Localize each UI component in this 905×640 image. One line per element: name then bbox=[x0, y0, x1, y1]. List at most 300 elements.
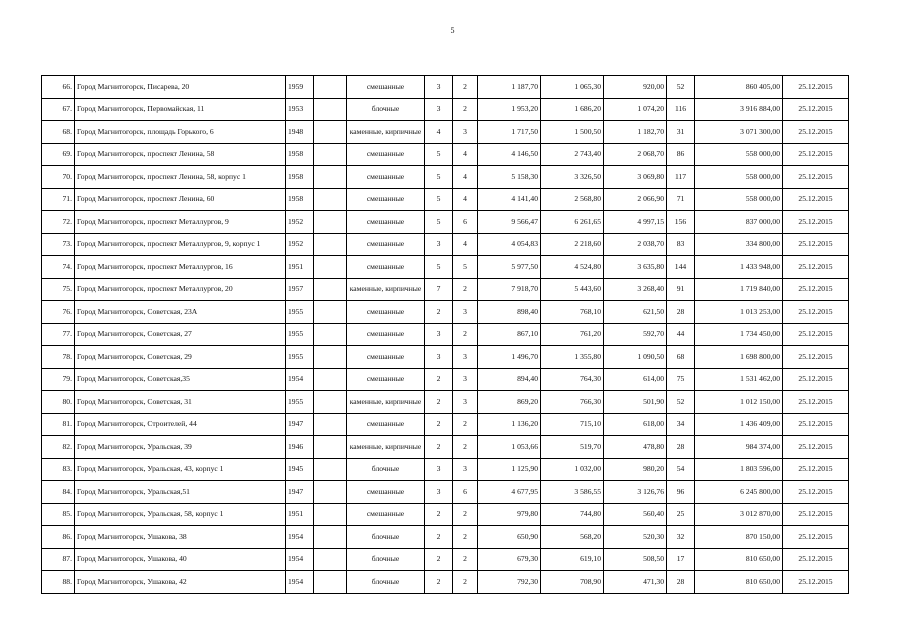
row-number: 83. bbox=[42, 458, 75, 481]
wall-material-cell: блочные bbox=[347, 458, 425, 481]
cost-cell: 1 803 596,00 bbox=[695, 458, 783, 481]
living-area-cell: 2 218,60 bbox=[541, 233, 604, 256]
blank-cell bbox=[314, 98, 347, 121]
blank-cell bbox=[314, 503, 347, 526]
floors-cell: 3 bbox=[425, 98, 453, 121]
living-area-cell: 766,30 bbox=[541, 391, 604, 414]
year-cell: 1947 bbox=[286, 413, 314, 436]
entrances-cell: 2 bbox=[453, 98, 478, 121]
blank-cell bbox=[314, 571, 347, 594]
date-cell: 25.12.2015 bbox=[783, 256, 849, 279]
row-number: 87. bbox=[42, 548, 75, 571]
floors-cell: 4 bbox=[425, 121, 453, 144]
residents-cell: 96 bbox=[667, 481, 695, 504]
residents-cell: 17 bbox=[667, 548, 695, 571]
floors-cell: 7 bbox=[425, 278, 453, 301]
year-cell: 1959 bbox=[286, 76, 314, 99]
wall-material-cell: блочные bbox=[347, 526, 425, 549]
area-cell: 1 090,50 bbox=[604, 346, 667, 369]
table-row bbox=[42, 571, 849, 594]
area-cell: 3 268,40 bbox=[604, 278, 667, 301]
row-number: 73. bbox=[42, 233, 75, 256]
living-area-cell: 708,90 bbox=[541, 571, 604, 594]
year-cell: 1946 bbox=[286, 436, 314, 459]
floors-cell: 3 bbox=[425, 346, 453, 369]
cost-cell: 810 650,00 bbox=[695, 548, 783, 571]
floors-cell: 3 bbox=[425, 323, 453, 346]
year-cell: 1948 bbox=[286, 121, 314, 144]
entrances-cell: 6 bbox=[453, 211, 478, 234]
wall-material-cell: смешанные bbox=[347, 143, 425, 166]
table-row bbox=[42, 481, 849, 504]
address-cell: Город Магнитогорск, Ушакова, 38 bbox=[75, 526, 286, 549]
year-cell: 1955 bbox=[286, 346, 314, 369]
total-area-cell: 979,80 bbox=[478, 503, 541, 526]
entrances-cell: 3 bbox=[453, 368, 478, 391]
date-cell: 25.12.2015 bbox=[783, 548, 849, 571]
living-area-cell: 744,80 bbox=[541, 503, 604, 526]
area-cell: 2 066,90 bbox=[604, 188, 667, 211]
cost-cell: 1 012 150,00 bbox=[695, 391, 783, 414]
blank-cell bbox=[314, 256, 347, 279]
date-cell: 25.12.2015 bbox=[783, 143, 849, 166]
row-number: 76. bbox=[42, 301, 75, 324]
date-cell: 25.12.2015 bbox=[783, 391, 849, 414]
entrances-cell: 3 bbox=[453, 301, 478, 324]
living-area-cell: 2 743,40 bbox=[541, 143, 604, 166]
cost-cell: 984 374,00 bbox=[695, 436, 783, 459]
entrances-cell: 4 bbox=[453, 188, 478, 211]
blank-cell bbox=[314, 76, 347, 99]
row-number: 68. bbox=[42, 121, 75, 144]
year-cell: 1953 bbox=[286, 98, 314, 121]
wall-material-cell: смешанные bbox=[347, 211, 425, 234]
year-cell: 1958 bbox=[286, 166, 314, 189]
entrances-cell: 3 bbox=[453, 391, 478, 414]
total-area-cell: 1 953,20 bbox=[478, 98, 541, 121]
blank-cell bbox=[314, 368, 347, 391]
area-cell: 471,30 bbox=[604, 571, 667, 594]
year-cell: 1955 bbox=[286, 301, 314, 324]
address-cell: Город Магнитогорск, проспект Ленина, 58 bbox=[75, 143, 286, 166]
total-area-cell: 4 677,95 bbox=[478, 481, 541, 504]
date-cell: 25.12.2015 bbox=[783, 121, 849, 144]
table-row bbox=[42, 233, 849, 256]
floors-cell: 2 bbox=[425, 436, 453, 459]
row-number: 70. bbox=[42, 166, 75, 189]
address-cell: Город Магнитогорск, Советская, 29 bbox=[75, 346, 286, 369]
row-number: 67. bbox=[42, 98, 75, 121]
address-cell: Город Магнитогорск, Советская, 23А bbox=[75, 301, 286, 324]
wall-material-cell: смешанные bbox=[347, 166, 425, 189]
residents-cell: 28 bbox=[667, 436, 695, 459]
wall-material-cell: смешанные bbox=[347, 413, 425, 436]
date-cell: 25.12.2015 bbox=[783, 301, 849, 324]
address-cell: Город Магнитогорск, Ушакова, 42 bbox=[75, 571, 286, 594]
total-area-cell: 7 918,70 bbox=[478, 278, 541, 301]
date-cell: 25.12.2015 bbox=[783, 571, 849, 594]
cost-cell: 1 436 409,00 bbox=[695, 413, 783, 436]
area-cell: 920,00 bbox=[604, 76, 667, 99]
entrances-cell: 2 bbox=[453, 526, 478, 549]
area-cell: 980,20 bbox=[604, 458, 667, 481]
wall-material-cell: смешанные bbox=[347, 76, 425, 99]
entrances-cell: 2 bbox=[453, 76, 478, 99]
total-area-cell: 1 496,70 bbox=[478, 346, 541, 369]
wall-material-cell: смешанные bbox=[347, 323, 425, 346]
cost-cell: 1 719 840,00 bbox=[695, 278, 783, 301]
date-cell: 25.12.2015 bbox=[783, 503, 849, 526]
cost-cell: 558 000,00 bbox=[695, 166, 783, 189]
living-area-cell: 764,30 bbox=[541, 368, 604, 391]
year-cell: 1954 bbox=[286, 571, 314, 594]
address-cell: Город Магнитогорск, проспект Ленина, 60 bbox=[75, 188, 286, 211]
floors-cell: 2 bbox=[425, 391, 453, 414]
blank-cell bbox=[314, 391, 347, 414]
entrances-cell: 4 bbox=[453, 166, 478, 189]
floors-cell: 2 bbox=[425, 526, 453, 549]
residents-cell: 91 bbox=[667, 278, 695, 301]
address-cell: Город Магнитогорск, проспект Металлургов, 20 bbox=[75, 278, 286, 301]
address-cell: Город Магнитогорск, площадь Горького, 6 bbox=[75, 121, 286, 144]
total-area-cell: 5 158,30 bbox=[478, 166, 541, 189]
blank-cell bbox=[314, 413, 347, 436]
floors-cell: 2 bbox=[425, 368, 453, 391]
table-row bbox=[42, 211, 849, 234]
area-cell: 614,00 bbox=[604, 368, 667, 391]
blank-cell bbox=[314, 211, 347, 234]
wall-material-cell: смешанные bbox=[347, 368, 425, 391]
residents-cell: 25 bbox=[667, 503, 695, 526]
year-cell: 1958 bbox=[286, 188, 314, 211]
floors-cell: 2 bbox=[425, 548, 453, 571]
address-cell: Город Магнитогорск, Советская, 31 bbox=[75, 391, 286, 414]
table-row bbox=[42, 301, 849, 324]
address-cell: Город Магнитогорск, проспект Ленина, 58, корпус 1 bbox=[75, 166, 286, 189]
floors-cell: 5 bbox=[425, 166, 453, 189]
total-area-cell: 9 566,47 bbox=[478, 211, 541, 234]
address-cell: Город Магнитогорск, Уральская, 43, корпус 1 bbox=[75, 458, 286, 481]
wall-material-cell: смешанные bbox=[347, 256, 425, 279]
table-row bbox=[42, 166, 849, 189]
date-cell: 25.12.2015 bbox=[783, 211, 849, 234]
floors-cell: 3 bbox=[425, 233, 453, 256]
date-cell: 25.12.2015 bbox=[783, 368, 849, 391]
entrances-cell: 3 bbox=[453, 346, 478, 369]
table-row bbox=[42, 503, 849, 526]
total-area-cell: 4 054,83 bbox=[478, 233, 541, 256]
living-area-cell: 1 065,30 bbox=[541, 76, 604, 99]
total-area-cell: 1 187,70 bbox=[478, 76, 541, 99]
total-area-cell: 898,40 bbox=[478, 301, 541, 324]
table-row bbox=[42, 436, 849, 459]
date-cell: 25.12.2015 bbox=[783, 233, 849, 256]
blank-cell bbox=[314, 436, 347, 459]
entrances-cell: 2 bbox=[453, 278, 478, 301]
row-number: 81. bbox=[42, 413, 75, 436]
residents-cell: 32 bbox=[667, 526, 695, 549]
date-cell: 25.12.2015 bbox=[783, 458, 849, 481]
cost-cell: 1 531 462,00 bbox=[695, 368, 783, 391]
address-cell: Город Магнитогорск, Строителей, 44 bbox=[75, 413, 286, 436]
total-area-cell: 1 717,50 bbox=[478, 121, 541, 144]
total-area-cell: 1 053,66 bbox=[478, 436, 541, 459]
area-cell: 3 069,80 bbox=[604, 166, 667, 189]
floors-cell: 2 bbox=[425, 413, 453, 436]
area-cell: 508,50 bbox=[604, 548, 667, 571]
floors-cell: 5 bbox=[425, 143, 453, 166]
row-number: 72. bbox=[42, 211, 75, 234]
cost-cell: 810 650,00 bbox=[695, 571, 783, 594]
area-cell: 3 126,76 bbox=[604, 481, 667, 504]
row-number: 88. bbox=[42, 571, 75, 594]
total-area-cell: 650,90 bbox=[478, 526, 541, 549]
residents-cell: 31 bbox=[667, 121, 695, 144]
wall-material-cell: каменные, кирпичные bbox=[347, 391, 425, 414]
blank-cell bbox=[314, 233, 347, 256]
cost-cell: 860 405,00 bbox=[695, 76, 783, 99]
entrances-cell: 2 bbox=[453, 503, 478, 526]
total-area-cell: 869,20 bbox=[478, 391, 541, 414]
table-row bbox=[42, 368, 849, 391]
address-cell: Город Магнитогорск, Уральская, 58, корпус 1 bbox=[75, 503, 286, 526]
residents-cell: 156 bbox=[667, 211, 695, 234]
living-area-cell: 568,20 bbox=[541, 526, 604, 549]
date-cell: 25.12.2015 bbox=[783, 76, 849, 99]
wall-material-cell: смешанные bbox=[347, 301, 425, 324]
row-number: 75. bbox=[42, 278, 75, 301]
area-cell: 2 068,70 bbox=[604, 143, 667, 166]
residents-cell: 28 bbox=[667, 301, 695, 324]
area-cell: 560,40 bbox=[604, 503, 667, 526]
cost-cell: 870 150,00 bbox=[695, 526, 783, 549]
row-number: 77. bbox=[42, 323, 75, 346]
total-area-cell: 4 141,40 bbox=[478, 188, 541, 211]
entrances-cell: 5 bbox=[453, 256, 478, 279]
cost-cell: 558 000,00 bbox=[695, 188, 783, 211]
total-area-cell: 894,40 bbox=[478, 368, 541, 391]
address-cell: Город Магнитогорск, Уральская,51 bbox=[75, 481, 286, 504]
table-row bbox=[42, 413, 849, 436]
wall-material-cell: смешанные bbox=[347, 233, 425, 256]
cost-cell: 1 013 253,00 bbox=[695, 301, 783, 324]
blank-cell bbox=[314, 323, 347, 346]
table-row bbox=[42, 256, 849, 279]
floors-cell: 5 bbox=[425, 256, 453, 279]
cost-cell: 558 000,00 bbox=[695, 143, 783, 166]
year-cell: 1957 bbox=[286, 278, 314, 301]
wall-material-cell: каменные, кирпичные bbox=[347, 278, 425, 301]
year-cell: 1952 bbox=[286, 211, 314, 234]
total-area-cell: 1 136,20 bbox=[478, 413, 541, 436]
residents-cell: 68 bbox=[667, 346, 695, 369]
living-area-cell: 1 032,00 bbox=[541, 458, 604, 481]
row-number: 71. bbox=[42, 188, 75, 211]
year-cell: 1955 bbox=[286, 391, 314, 414]
area-cell: 4 997,15 bbox=[604, 211, 667, 234]
year-cell: 1954 bbox=[286, 368, 314, 391]
blank-cell bbox=[314, 481, 347, 504]
blank-cell bbox=[314, 278, 347, 301]
housing-registry-table bbox=[41, 75, 849, 594]
entrances-cell: 6 bbox=[453, 481, 478, 504]
cost-cell: 3 012 870,00 bbox=[695, 503, 783, 526]
entrances-cell: 3 bbox=[453, 458, 478, 481]
total-area-cell: 792,30 bbox=[478, 571, 541, 594]
entrances-cell: 2 bbox=[453, 323, 478, 346]
cost-cell: 1 734 450,00 bbox=[695, 323, 783, 346]
row-number: 80. bbox=[42, 391, 75, 414]
address-cell: Город Магнитогорск, проспект Металлургов, 16 bbox=[75, 256, 286, 279]
residents-cell: 83 bbox=[667, 233, 695, 256]
year-cell: 1951 bbox=[286, 503, 314, 526]
residents-cell: 144 bbox=[667, 256, 695, 279]
row-number: 85. bbox=[42, 503, 75, 526]
entrances-cell: 3 bbox=[453, 121, 478, 144]
cost-cell: 3 916 884,00 bbox=[695, 98, 783, 121]
area-cell: 1 074,20 bbox=[604, 98, 667, 121]
table-row bbox=[42, 121, 849, 144]
floors-cell: 2 bbox=[425, 301, 453, 324]
wall-material-cell: блочные bbox=[347, 98, 425, 121]
residents-cell: 117 bbox=[667, 166, 695, 189]
total-area-cell: 679,30 bbox=[478, 548, 541, 571]
blank-cell bbox=[314, 166, 347, 189]
area-cell: 478,80 bbox=[604, 436, 667, 459]
living-area-cell: 6 261,65 bbox=[541, 211, 604, 234]
address-cell: Город Магнитогорск, Писарева, 20 bbox=[75, 76, 286, 99]
table-row bbox=[42, 278, 849, 301]
area-cell: 501,90 bbox=[604, 391, 667, 414]
cost-cell: 6 245 800,00 bbox=[695, 481, 783, 504]
residents-cell: 34 bbox=[667, 413, 695, 436]
wall-material-cell: смешанные bbox=[347, 503, 425, 526]
area-cell: 621,50 bbox=[604, 301, 667, 324]
address-cell: Город Магнитогорск, проспект Металлургов, 9 bbox=[75, 211, 286, 234]
living-area-cell: 519,70 bbox=[541, 436, 604, 459]
residents-cell: 52 bbox=[667, 76, 695, 99]
table-row bbox=[42, 143, 849, 166]
date-cell: 25.12.2015 bbox=[783, 481, 849, 504]
year-cell: 1947 bbox=[286, 481, 314, 504]
blank-cell bbox=[314, 121, 347, 144]
living-area-cell: 768,10 bbox=[541, 301, 604, 324]
table-body bbox=[42, 76, 849, 594]
living-area-cell: 3 586,55 bbox=[541, 481, 604, 504]
address-cell: Город Магнитогорск, Советская,35 bbox=[75, 368, 286, 391]
blank-cell bbox=[314, 301, 347, 324]
floors-cell: 3 bbox=[425, 481, 453, 504]
date-cell: 25.12.2015 bbox=[783, 278, 849, 301]
date-cell: 25.12.2015 bbox=[783, 526, 849, 549]
table-row bbox=[42, 391, 849, 414]
area-cell: 520,30 bbox=[604, 526, 667, 549]
row-number: 82. bbox=[42, 436, 75, 459]
table-row bbox=[42, 323, 849, 346]
table-row bbox=[42, 188, 849, 211]
row-number: 69. bbox=[42, 143, 75, 166]
year-cell: 1954 bbox=[286, 548, 314, 571]
date-cell: 25.12.2015 bbox=[783, 98, 849, 121]
year-cell: 1951 bbox=[286, 256, 314, 279]
row-number: 78. bbox=[42, 346, 75, 369]
entrances-cell: 2 bbox=[453, 436, 478, 459]
blank-cell bbox=[314, 548, 347, 571]
year-cell: 1954 bbox=[286, 526, 314, 549]
living-area-cell: 1 500,50 bbox=[541, 121, 604, 144]
residents-cell: 28 bbox=[667, 571, 695, 594]
total-area-cell: 5 977,50 bbox=[478, 256, 541, 279]
residents-cell: 86 bbox=[667, 143, 695, 166]
area-cell: 2 038,70 bbox=[604, 233, 667, 256]
living-area-cell: 1 355,80 bbox=[541, 346, 604, 369]
blank-cell bbox=[314, 346, 347, 369]
cost-cell: 837 000,00 bbox=[695, 211, 783, 234]
wall-material-cell: блочные bbox=[347, 548, 425, 571]
blank-cell bbox=[314, 458, 347, 481]
row-number: 86. bbox=[42, 526, 75, 549]
row-number: 66. bbox=[42, 76, 75, 99]
living-area-cell: 761,20 bbox=[541, 323, 604, 346]
table-row bbox=[42, 346, 849, 369]
cost-cell: 334 800,00 bbox=[695, 233, 783, 256]
living-area-cell: 619,10 bbox=[541, 548, 604, 571]
entrances-cell: 2 bbox=[453, 548, 478, 571]
wall-material-cell: смешанные bbox=[347, 481, 425, 504]
blank-cell bbox=[314, 526, 347, 549]
total-area-cell: 1 125,90 bbox=[478, 458, 541, 481]
living-area-cell: 1 686,20 bbox=[541, 98, 604, 121]
entrances-cell: 2 bbox=[453, 571, 478, 594]
wall-material-cell: смешанные bbox=[347, 188, 425, 211]
table-row bbox=[42, 548, 849, 571]
floors-cell: 2 bbox=[425, 503, 453, 526]
table-row bbox=[42, 526, 849, 549]
floors-cell: 3 bbox=[425, 458, 453, 481]
residents-cell: 54 bbox=[667, 458, 695, 481]
date-cell: 25.12.2015 bbox=[783, 188, 849, 211]
date-cell: 25.12.2015 bbox=[783, 413, 849, 436]
page-number: 5 bbox=[450, 26, 455, 35]
table-row bbox=[42, 458, 849, 481]
wall-material-cell: смешанные bbox=[347, 346, 425, 369]
date-cell: 25.12.2015 bbox=[783, 323, 849, 346]
date-cell: 25.12.2015 bbox=[783, 436, 849, 459]
area-cell: 618,00 bbox=[604, 413, 667, 436]
year-cell: 1958 bbox=[286, 143, 314, 166]
living-area-cell: 3 326,50 bbox=[541, 166, 604, 189]
year-cell: 1952 bbox=[286, 233, 314, 256]
living-area-cell: 5 443,60 bbox=[541, 278, 604, 301]
living-area-cell: 715,10 bbox=[541, 413, 604, 436]
date-cell: 25.12.2015 bbox=[783, 166, 849, 189]
wall-material-cell: каменные, кирпичные bbox=[347, 436, 425, 459]
floors-cell: 2 bbox=[425, 571, 453, 594]
floors-cell: 5 bbox=[425, 188, 453, 211]
entrances-cell: 4 bbox=[453, 143, 478, 166]
total-area-cell: 867,10 bbox=[478, 323, 541, 346]
total-area-cell: 4 146,50 bbox=[478, 143, 541, 166]
blank-cell bbox=[314, 143, 347, 166]
cost-cell: 1 698 800,00 bbox=[695, 346, 783, 369]
living-area-cell: 4 524,80 bbox=[541, 256, 604, 279]
floors-cell: 5 bbox=[425, 211, 453, 234]
table-row bbox=[42, 76, 849, 99]
entrances-cell: 4 bbox=[453, 233, 478, 256]
residents-cell: 75 bbox=[667, 368, 695, 391]
blank-cell bbox=[314, 188, 347, 211]
floors-cell: 3 bbox=[425, 76, 453, 99]
